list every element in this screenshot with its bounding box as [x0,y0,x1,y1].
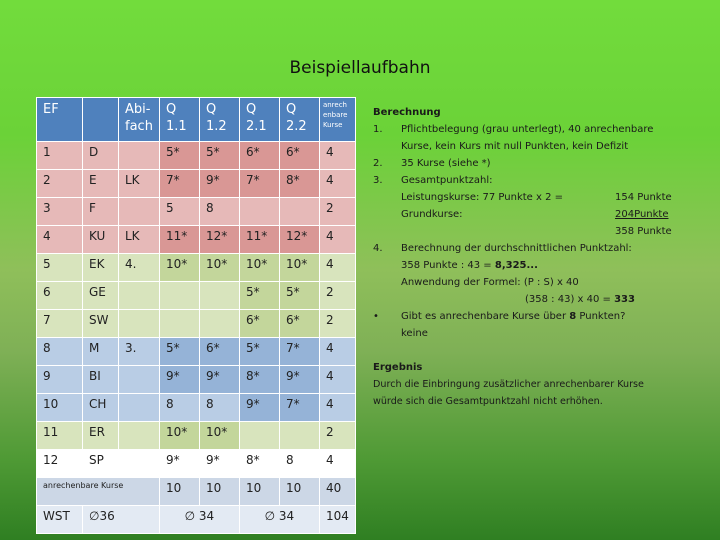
table-cell: 1 [37,142,83,170]
table-row [37,450,356,478]
table-cell: 4 [319,366,355,394]
wst-row [37,506,356,534]
step-text: Berechnung der durchschnittlichen Punktzahl: [401,243,632,254]
table-cell [159,310,199,338]
table-cell [119,142,160,170]
table-row [37,226,356,254]
table-cell: 7* [239,170,279,198]
table-cell: 5 [159,198,199,226]
answer-text: keine [401,328,428,339]
table-cell: F [83,198,119,226]
table-cell: SW [83,310,119,338]
table-cell: M [83,338,119,366]
table-cell [279,422,319,450]
table-row [37,366,356,394]
table-cell: 9* [159,366,199,394]
table-cell [199,310,239,338]
table-cell [119,422,160,450]
table-cell: 5* [279,282,319,310]
table-cell [119,282,160,310]
table-cell: 5* [159,338,199,366]
table-cell: D [83,142,119,170]
table-cell: 9* [199,450,239,478]
step-number: 1. [373,124,383,135]
header-q11: Q 1.1 [159,98,199,142]
step-number: 4. [373,243,383,254]
header-row [37,98,356,142]
table-cell: 4 [319,450,355,478]
avg-value: 8,325... [494,260,538,271]
sum-row [37,478,356,506]
table-cell [119,198,160,226]
table-cell: 6* [279,142,319,170]
table-cell: 5* [239,338,279,366]
table-row [37,422,356,450]
table-cell: 10 [37,394,83,422]
table-cell [119,310,160,338]
table-cell: 8 [199,394,239,422]
table-cell [239,422,279,450]
table-cell: 8 [159,394,199,422]
table-cell: 6* [239,142,279,170]
header-q21: Q 2.1 [239,98,279,142]
sum-cell: 10 [199,478,239,506]
table-cell: 2 [319,282,355,310]
table-cell: 10* [159,422,199,450]
calculation-notes [373,104,673,410]
table-row [37,170,356,198]
table-cell: 7* [159,170,199,198]
table-cell: 8 [279,450,319,478]
table-cell: 11* [159,226,199,254]
table-row [37,310,356,338]
table-cell: 10* [239,254,279,282]
table-cell: 12 [37,450,83,478]
gk-value: 204Punkte [615,209,669,220]
table-row [37,394,356,422]
table-cell: 6* [279,310,319,338]
table-row [37,198,356,226]
gk-label: Grundkurse: [401,209,463,220]
table-cell: 9* [199,366,239,394]
table-cell: 4 [319,338,355,366]
table-row [37,338,356,366]
step-number: 3. [373,175,383,186]
table-cell [199,282,239,310]
table-cell [159,282,199,310]
table-cell: LK [119,170,160,198]
step-text: Pflichtbelegung (grau unterlegt), 40 anrechenbare [401,124,654,135]
table-cell: 5* [159,142,199,170]
table-cell: 7* [279,338,319,366]
table-cell: 6* [199,338,239,366]
wst-label: WST [37,506,83,534]
wst-q1-average: ∅ 34 [159,506,239,534]
result-text: Durch die Einbringung zusätzlicher anrechenbarer Kurse [373,379,644,390]
table-cell: 4 [319,142,355,170]
table-cell: EK [83,254,119,282]
table-cell: 11 [37,422,83,450]
table-cell: 4. [119,254,160,282]
table-cell: KU [83,226,119,254]
step-number: 2. [373,158,383,169]
table-cell: 9* [159,450,199,478]
table-cell: 12* [199,226,239,254]
table-cell: 5 [37,254,83,282]
sum-cell: 10 [279,478,319,506]
header-anrechenbare: anrech enbare Kurse [319,98,355,142]
table-cell: E [83,170,119,198]
avg-calc: 358 Punkte : 43 = [401,260,495,271]
table-cell: 4 [37,226,83,254]
step-text: 35 Kurse (siehe *) [401,158,491,169]
table-cell: 7* [279,394,319,422]
table-cell: 10* [279,254,319,282]
table-cell: 10* [199,422,239,450]
table-cell: 9 [37,366,83,394]
table-cell: 12* [279,226,319,254]
step-text: Gesamtpunktzahl: [401,175,493,186]
header-q22: Q 2.2 [279,98,319,142]
table-cell: 4 [319,254,355,282]
result-heading: Ergebnis [373,362,423,373]
wst-average: ∅36 [83,506,160,534]
table-cell: 2 [319,198,355,226]
table-cell: 4 [319,226,355,254]
formula: Anwendung der Formel: (P : S) x 40 [401,277,579,288]
bullet-icon: • [373,311,379,322]
lk-value: 154 Punkte [615,192,672,203]
wst-q2-average: ∅ 34 [239,506,319,534]
table-cell [239,198,279,226]
table-cell: 4 [319,170,355,198]
table-cell: 5* [199,142,239,170]
table-cell: 5* [239,282,279,310]
table-cell [119,366,160,394]
table-cell: 8 [199,198,239,226]
table-cell [119,450,160,478]
table-cell: 10* [199,254,239,282]
table-cell: 8* [279,170,319,198]
header-q12: Q 1.2 [199,98,239,142]
table-cell: 3 [37,198,83,226]
table-cell: SP [83,450,119,478]
table-cell: 2 [37,170,83,198]
table-cell: 10* [159,254,199,282]
table-cell: BI [83,366,119,394]
sum-cell: 10 [159,478,199,506]
formula-calc: (358 : 43) x 40 = [525,294,615,305]
table-cell: ER [83,422,119,450]
notes-heading: Berechnung [373,107,441,118]
table-cell: 4 [319,394,355,422]
table-cell: 8* [239,366,279,394]
header-subject [83,98,119,142]
wst-total: 104 [319,506,355,534]
course-table [36,97,356,534]
header-abifach: Abi-fach [119,98,160,142]
question-points: 8 [569,311,577,322]
sum-cell: 40 [319,478,355,506]
table-cell: 8* [239,450,279,478]
table-row [37,254,356,282]
slide-title: Beispiellaufbahn [289,58,431,78]
table-row [37,142,356,170]
sum-label: anrechenbare Kurse [37,478,160,506]
question-text-end: Punkten? [576,311,626,322]
table-cell: 2 [319,422,355,450]
table-cell [119,394,160,422]
result-text: würde sich die Gesamtpunktzahl nicht erhöhen. [373,396,603,407]
table-cell: 9* [239,394,279,422]
table-cell: 6* [239,310,279,338]
step-text: Kurse, kein Kurs mit null Punkten, kein Defizit [401,141,629,152]
table-cell: 6 [37,282,83,310]
table-cell: 7 [37,310,83,338]
header-ef: EF [37,98,83,142]
table-cell: 9* [279,366,319,394]
lk-label: Leistungskurse: 77 Punkte x 2 = [401,192,564,203]
table-cell: 3. [119,338,160,366]
table-row [37,282,356,310]
sum-cell: 10 [239,478,279,506]
question-text: Gibt es anrechenbare Kurse über [401,311,570,322]
formula-value: 333 [614,294,635,305]
table-cell: 8 [37,338,83,366]
table-cell: 9* [199,170,239,198]
table-cell: GE [83,282,119,310]
table-cell: LK [119,226,160,254]
table-cell: CH [83,394,119,422]
table-cell: 11* [239,226,279,254]
total-value: 358 Punkte [615,226,672,237]
table-cell: 2 [319,310,355,338]
table-cell [279,198,319,226]
